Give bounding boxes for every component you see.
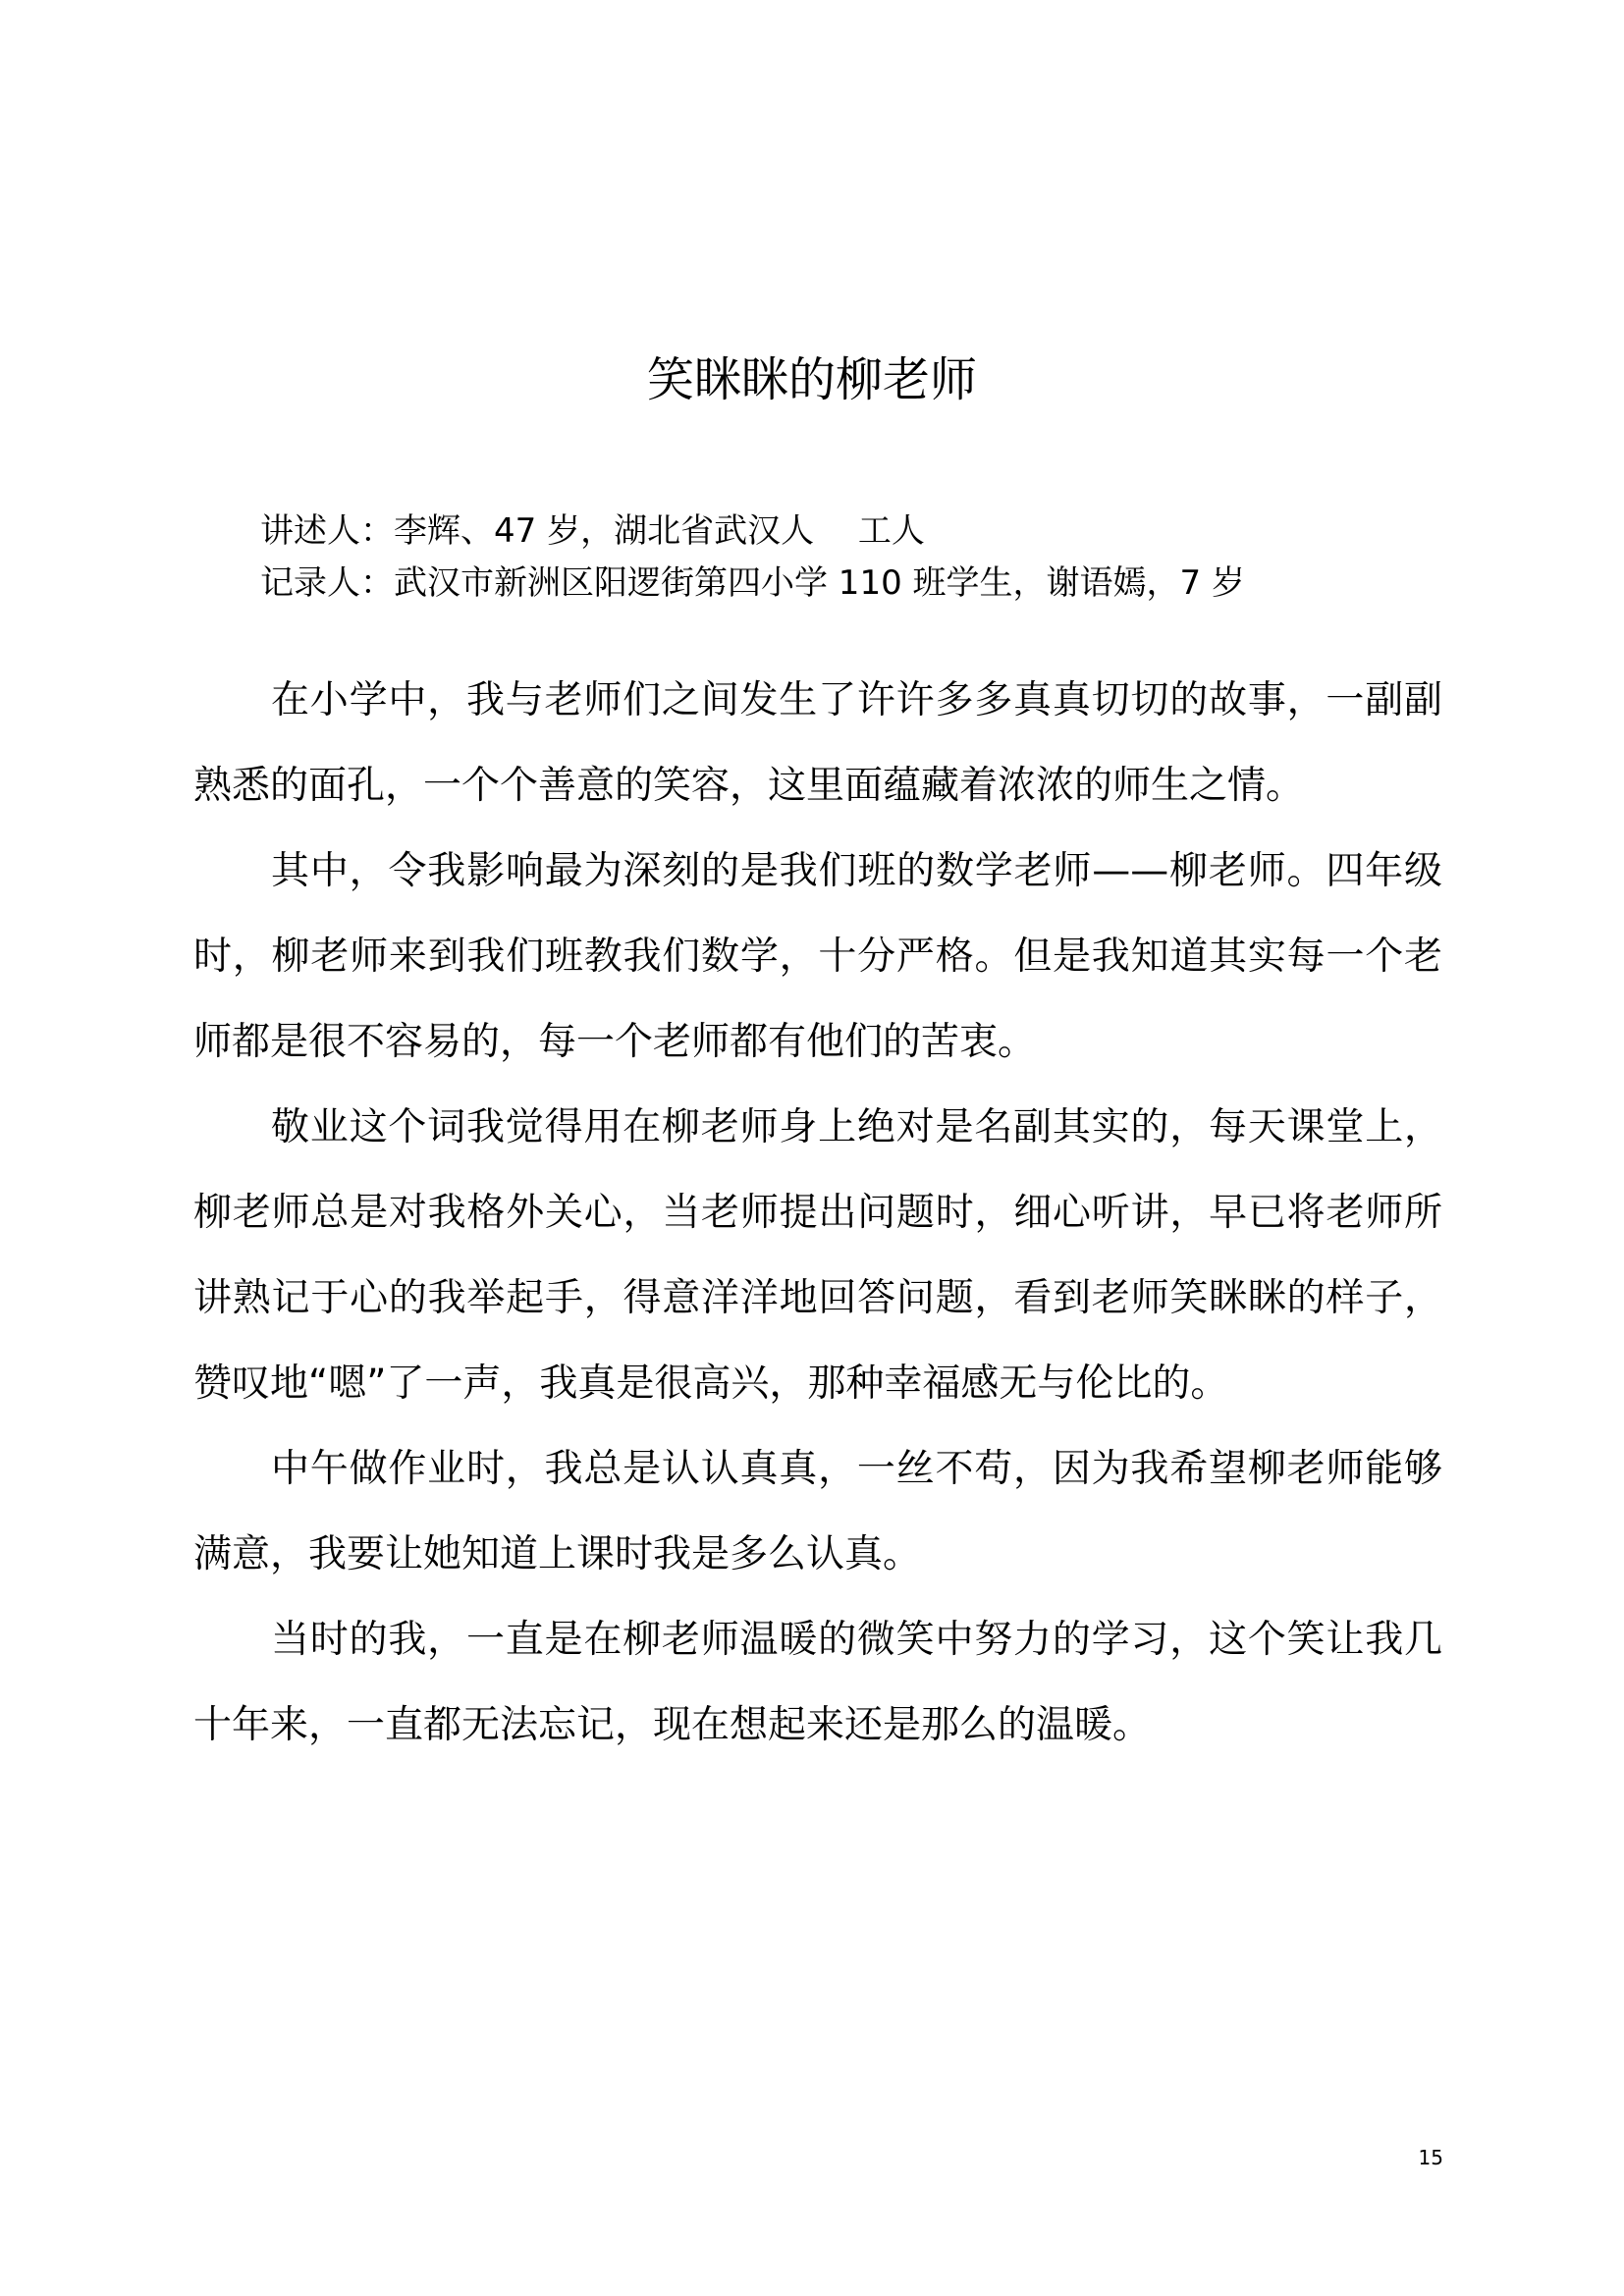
paragraph-5: 当时的我，一直是在柳老师温暖的微笑中努力的学习，这个笑让我几十年来，一直都无法忘记，现在想起来还是那么的温暖。 bbox=[193, 1618, 1442, 1747]
paragraph-4: 中午做作业时，我总是认认真真，一丝不苟，因为我希望柳老师能够满意，我要让她知道上课时我是多么认真。 bbox=[193, 1447, 1442, 1576]
page-number: 15 bbox=[1418, 2146, 1443, 2169]
narrator-line: 讲述人：李辉、47 岁，湖北省武汉人 工人 bbox=[260, 511, 925, 551]
page-title: 笑眯眯的柳老师 bbox=[646, 352, 977, 407]
recorder-line: 记录人：武汉市新洲区阳逻街第四小学 110 班学生，谢语嫣，7 岁 bbox=[260, 563, 1245, 603]
story-credits bbox=[260, 506, 1537, 610]
paragraph-2: 其中，令我影响最为深刻的是我们班的数学老师——柳老师。四年级时，柳老师来到我们班教我们数学，十分严格。但是我知道其实每一个老师都是很不容易的，每一个老师都有他们的苦衷。 bbox=[193, 849, 1442, 1064]
paragraph-3: 敬业这个词我觉得用在柳老师身上绝对是名副其实的，每天课堂上，柳老师总是对我格外关心，当老师提出问题时，细心听讲，早已将老师所讲熟记于心的我举起手，得意洋洋地回答问题，看到老师笑眯眯的样子，赞叹地“嗯”了一声，我真是很高兴，那种幸福感无与伦比的。 bbox=[193, 1105, 1442, 1406]
story-body bbox=[193, 658, 1442, 1768]
paragraph-1: 在小学中，我与老师们之间发生了许许多多真真切切的故事，一副副熟悉的面孔，一个个善意的笑容，这里面蕴藏着浓浓的师生之情。 bbox=[193, 678, 1442, 808]
